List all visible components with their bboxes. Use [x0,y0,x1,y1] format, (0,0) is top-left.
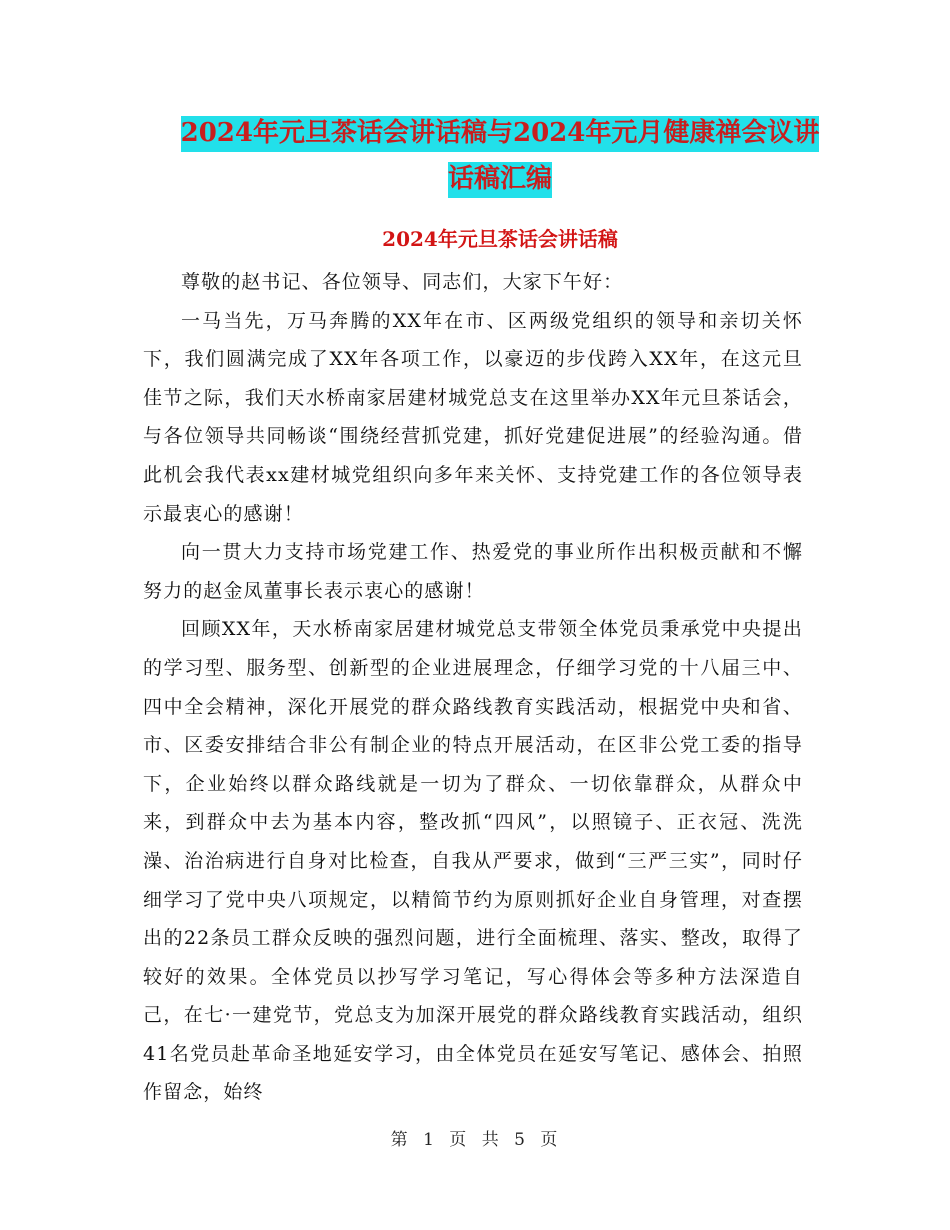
footer-suffix: 页 [540,1130,560,1150]
title-line-1: 2024年元旦茶话会讲话稿与2024年元月健康禅会议讲 [181,116,820,152]
page-number-total: 5 [514,1130,527,1150]
page-footer [0,1125,950,1150]
paragraph-greeting: 尊敬的赵书记、各位领导、同志们，大家下午好： [181,271,624,293]
document-body [143,263,803,1112]
title-line-2: 话稿汇编 [448,162,552,198]
footer-total-prefix: 共 [481,1130,501,1150]
section-title: 2024年元旦茶话会讲话稿 [382,227,618,251]
paragraph: 一马当先，万马奔腾的XX年在市、区两级党组织的领导和亲切关怀下，我们圆满完成了XX年各项工作，以豪迈的步伐跨入XX年，在这元旦佳节之际，我们天水桥南家居建材城党总支在这里举办XX年元旦茶话会，与各位领导共同畅谈“围绕经营抓党建，抓好党建促进展”的经验沟通。借此机会我代表xx建材城党组织向多年来关怀、支持党建工作的各位领导表示最衷心的感谢！ [143,309,803,525]
footer-page-word: 页 [449,1130,469,1150]
document-title [150,110,850,202]
paragraph: 回顾XX年，天水桥南家居建材城党总支带领全体党员秉承党中央提出的学习型、服务型、创新型的企业进展理念，仔细学习党的十八届三中、四中全会精神，深化开展党的群众路线教育实践活动，根据党中央和省、市、区委安排结合非公有制企业的特点开展活动，在区非公党工委的指导下，企业始终以群众路线就是一切为了群众、一切依靠群众，从群众中来，到群众中去为基本内容，整改抓“四风”，以照镜子、正衣冠、洗洗澡、治治病进行自身对比检查，自我从严要求，做到“三严三实”，同时仔细学习了党中央八项规定，以精简节约为原则抓好企业自身管理，对查摆出的22条员工群众反映的强烈问题，进行全面梳理、落实、整改，取得了较好的效果。全体党员以抄写学习笔记，写心得体会等多种方法深造自己，在七·一建党节，党总支为加深开展党的群众路线教育实践活动，组织41名党员赴革命圣地延安学习，由全体党员在延安写笔记、感体会、拍照作留念，始终 [143,618,803,1104]
page-number-current: 1 [423,1130,436,1150]
paragraph: 向一贯大力支持市场党建工作、热爱党的事业所作出积极贡献和不懈努力的赵金凤董事长表示衷心的感谢！ [143,541,803,602]
footer-prefix: 第 [390,1130,410,1150]
